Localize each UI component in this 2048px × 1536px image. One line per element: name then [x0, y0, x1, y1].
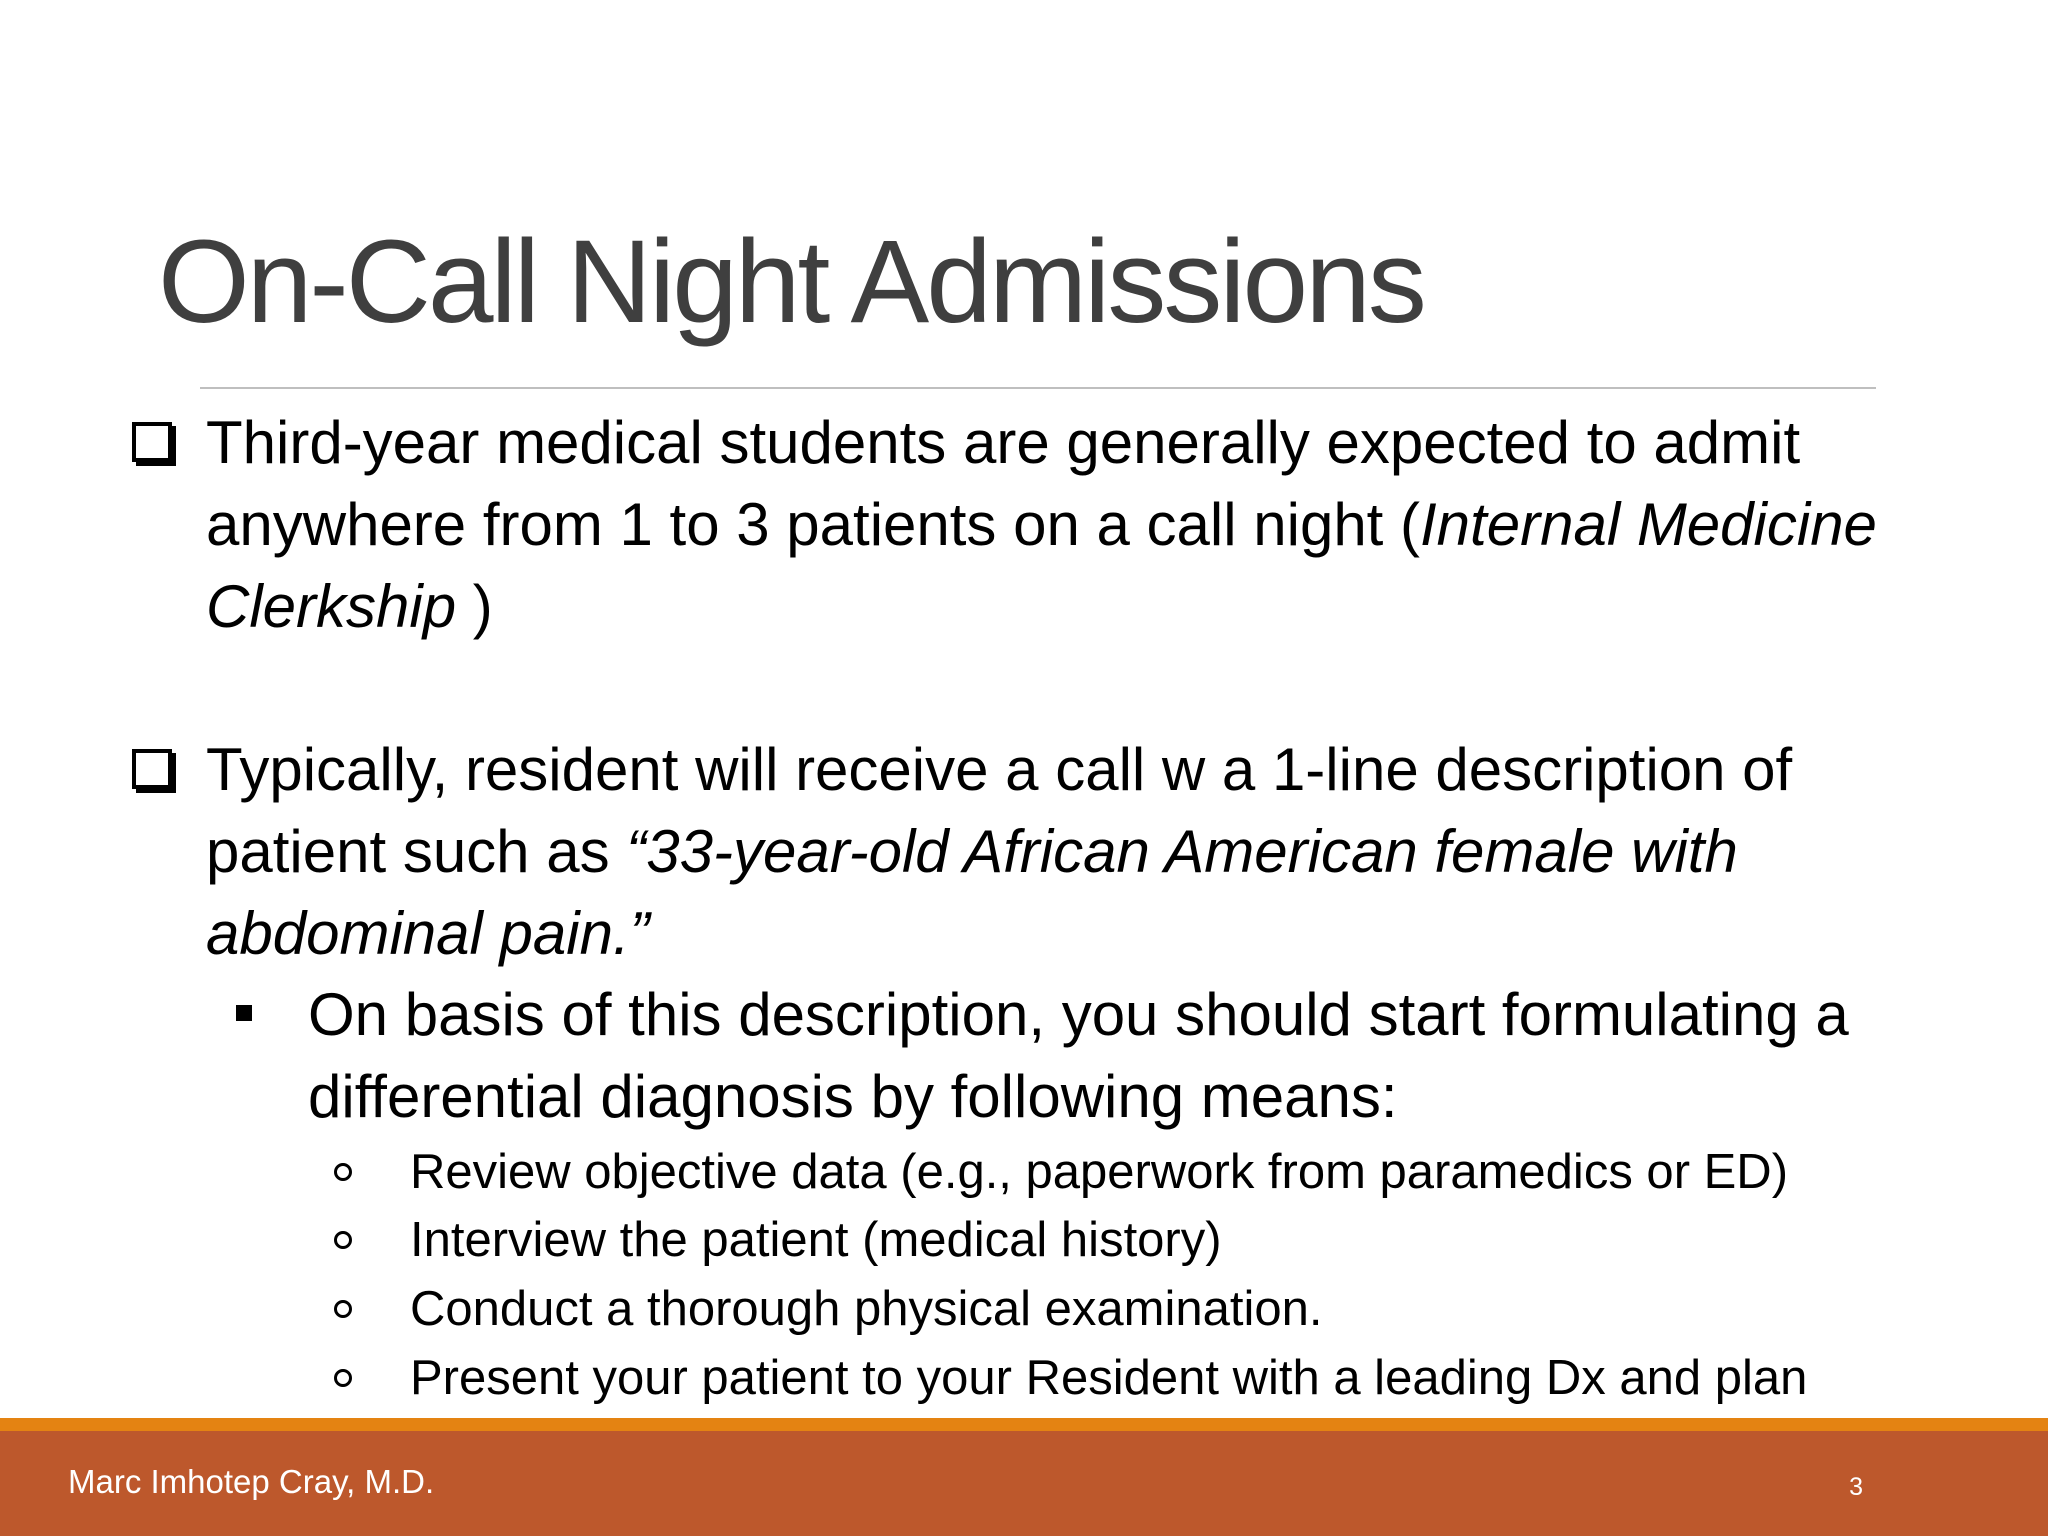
sub-sub-bullet-text: Conduct a thorough physical examination. — [410, 1282, 1323, 1336]
sub-sub-bullet-item — [332, 1345, 1932, 1411]
bullet-text-main: Third-year medical students are generally expected to admit anywhere from 1 to 3 patients on a call night ( — [206, 409, 1801, 558]
bullet-text-italic: Internal Medicine Clerkship — [206, 491, 1877, 640]
circle-bullet-icon — [334, 1369, 352, 1387]
sub-sub-bullet-item — [332, 1139, 1932, 1205]
title-divider — [200, 387, 1876, 389]
circle-bullet-icon — [334, 1300, 352, 1318]
sub-bullet-text: On basis of this description, you should start formulating a differential diagnosis by following means: — [308, 981, 1849, 1130]
bullet-item — [132, 729, 1912, 975]
bullet-text-tail: ) — [456, 573, 493, 640]
sub-sub-bullet-item — [332, 1276, 1932, 1342]
sub-sub-bullet-text: Present your patient to your Resident with a leading Dx and plan — [410, 1351, 1808, 1405]
bullet-text-main: Typically, resident will receive a call w a 1-line description of patient such as — [206, 736, 1793, 885]
circle-bullet-icon — [334, 1231, 352, 1249]
sub-sub-bullet-text: Interview the patient (medical history) — [410, 1213, 1222, 1267]
circle-bullet-icon — [334, 1163, 352, 1181]
footer-accent-line — [0, 1418, 2048, 1431]
footer-author: Marc Imhotep Cray, M.D. — [68, 1463, 435, 1500]
sub-bullet-item — [236, 974, 1936, 1138]
bullet-text — [206, 402, 1912, 648]
bullet-item — [132, 402, 1912, 648]
checkbox-bullet-icon — [132, 422, 172, 462]
square-bullet-icon — [236, 1005, 252, 1021]
footer-bar — [0, 1431, 2048, 1536]
sub-sub-bullet-item — [332, 1207, 1932, 1273]
sub-sub-bullet-text: Review objective data (e.g., paperwork from paramedics or ED) — [410, 1145, 1789, 1199]
bullet-text-italic: “33-year-old African American female with abdominal pain.” — [206, 818, 1738, 967]
checkbox-bullet-icon — [132, 749, 172, 789]
slide-title: On-Call Night Admissions — [158, 216, 1424, 348]
page-number: 3 — [1849, 1473, 1863, 1501]
bullet-text — [206, 729, 1912, 975]
